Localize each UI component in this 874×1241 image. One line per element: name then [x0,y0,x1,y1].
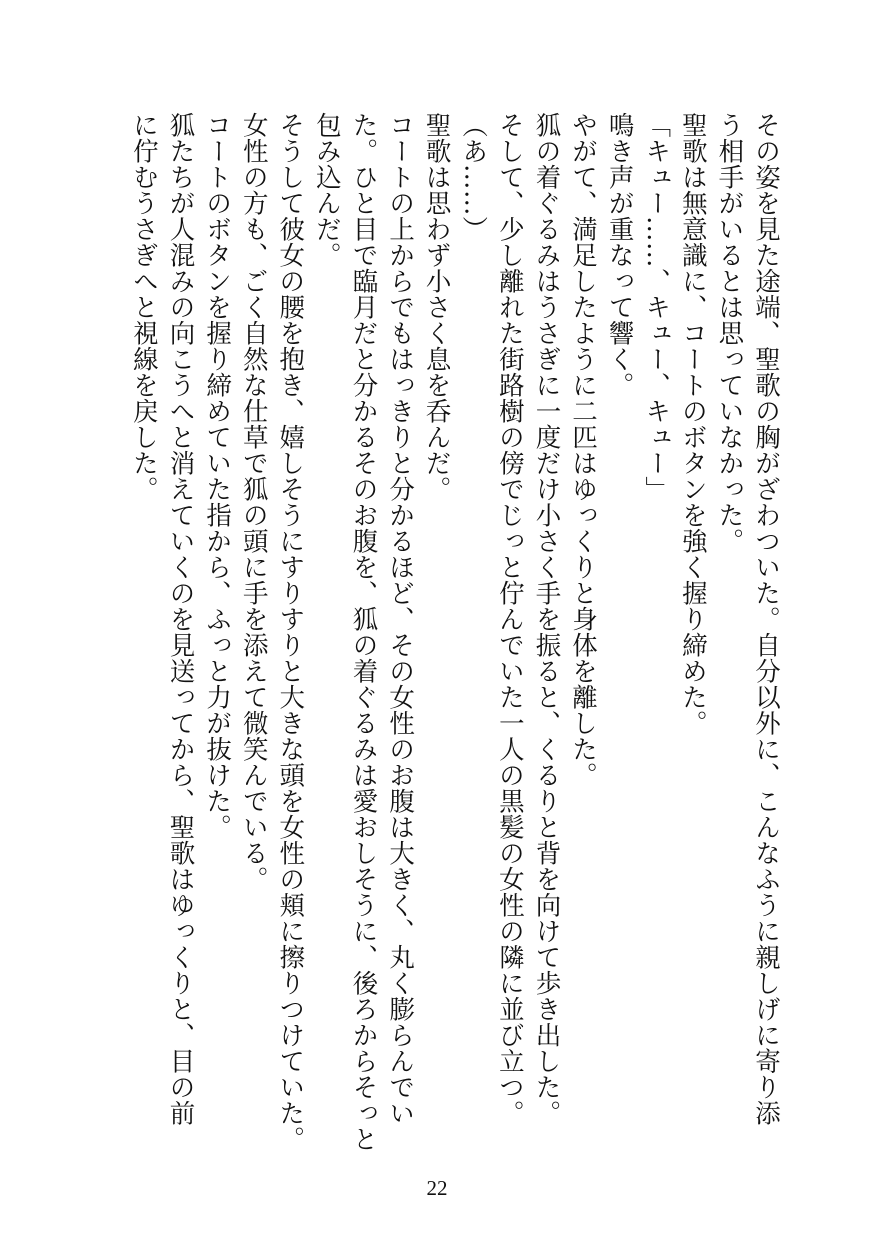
text-line: コートの上からでもはっきりと分かるほど、その女性のお腹は大きく、丸く膨らんでい [385,112,416,1126]
text-line: （あ……） [458,112,489,242]
text-line: コートのボタンを握り締めていた指から、ふっと力が抜けた。 [202,112,233,840]
text-line: 聖歌は思わず小さく息を呑んだ。 [421,112,452,502]
text-line: に佇むうさぎへと視線を戻した。 [128,112,159,502]
page-number: 22 [426,1176,448,1200]
text-line: そうして彼女の腰を抱き、嬉しそうにすりすりと大きな頭を女性の頬に擦りつけていた。 [275,112,306,1152]
text-line: 聖歌は無意識に、コートのボタンを強く握り締めた。 [677,112,708,736]
text-line: た。ひと目で臨月だと分かるそのお腹を、狐の着ぐるみは愛おしそうに、後ろからそっと [348,112,379,1152]
text-line: う相手がいるとは思っていなかった。 [714,112,745,554]
text-line: その姿を見た途端、聖歌の胸がざわついた。自分以外に、こんなふうに親しげに寄り添 [751,112,781,1126]
text-line: 狐の着ぐるみはうさぎに一度だけ小さく手を振ると、くるりと背を向けて歩き出した。 [531,112,562,1126]
text-line: 「キュー……、キュー、キュー」 [641,112,672,502]
text-line: やがて、満足したように二匹はゆっくりと身体を離した。 [568,112,599,788]
text-line: そして、少し離れた街路樹の傍でじっと佇んでいた一人の黒髪の女性の隣に並び立つ。 [494,112,525,1126]
vertical-text-body [125,112,784,1162]
text-line: 女性の方も、ごく自然な仕草で狐の頭に手を添えて微笑んでいる。 [238,112,269,892]
text-line: 包み込んだ。 [311,112,342,268]
text-line: 狐たちが人混みの向こうへと消えていくのを見送ってから、聖歌はゆっくりと、目の前 [165,112,196,1126]
text-line: 鳴き声が重なって響く。 [604,112,635,398]
